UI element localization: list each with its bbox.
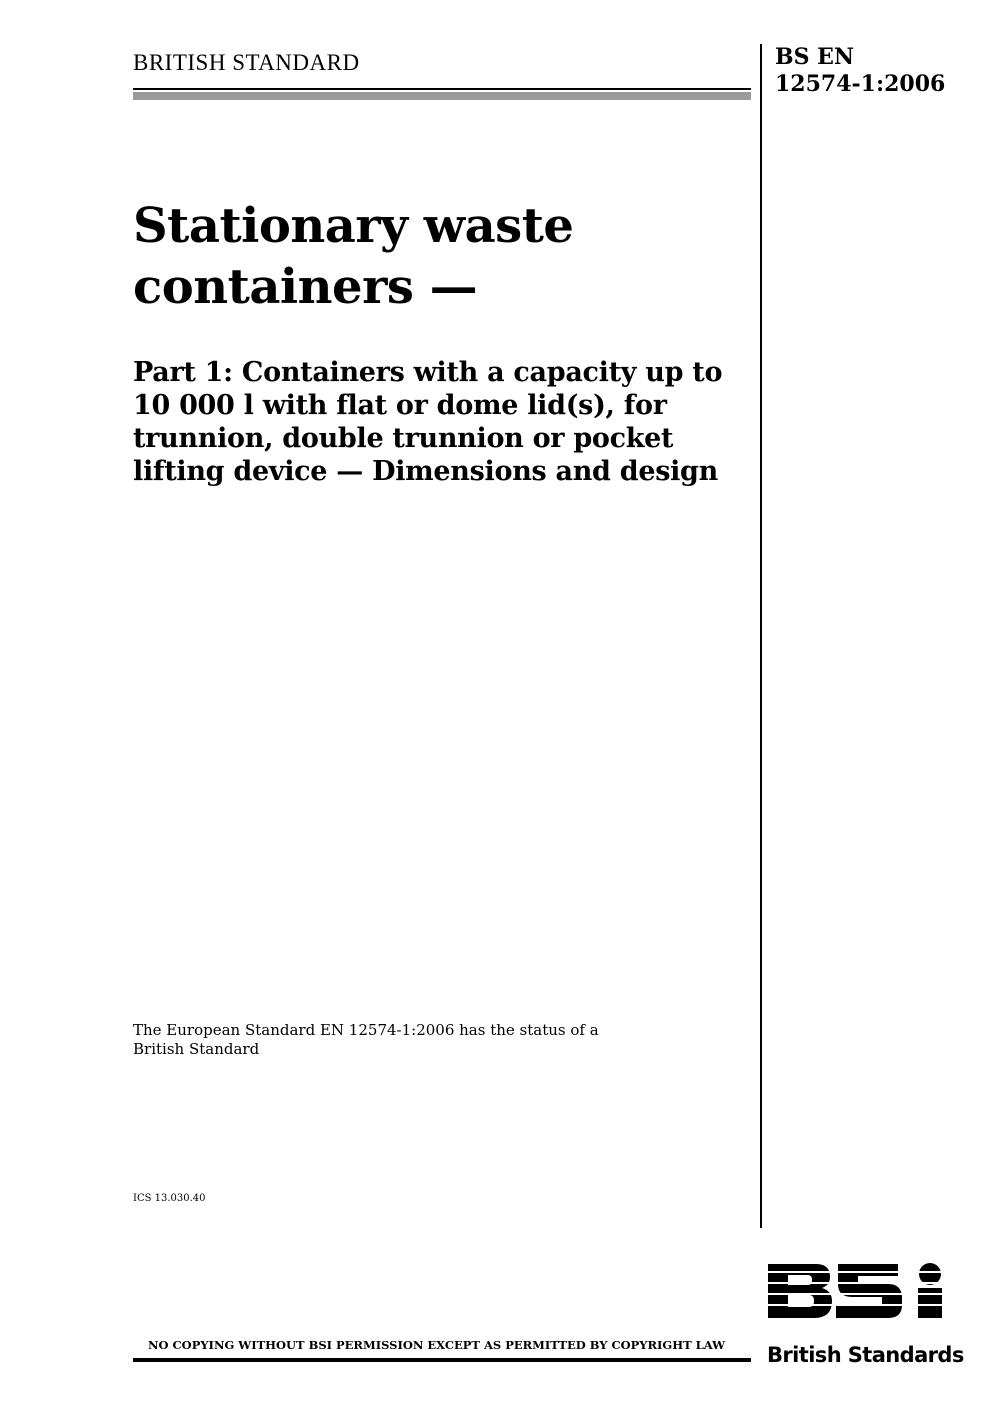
- subtitle-line: 10 000 l with flat or dome lid(s), for: [133, 390, 667, 421]
- document-subtitle: [133, 356, 758, 488]
- copyright-notice: NO COPYING WITHOUT BSI PERMISSION EXCEPT AS PERMITTED BY COPYRIGHT LAW: [148, 1338, 726, 1352]
- header-grey-band: [133, 92, 751, 100]
- status-statement: [133, 1021, 653, 1059]
- document-title: [133, 196, 753, 318]
- footer-rule: [133, 1358, 751, 1362]
- header-rule: [133, 88, 751, 90]
- document-number: [775, 44, 945, 98]
- vertical-divider: [760, 44, 762, 1228]
- document-number-prefix: BS EN: [775, 44, 855, 70]
- document-series-label: BRITISH STANDARD: [133, 50, 360, 75]
- status-line: The European Standard EN 12574-1:2006 has the status of a: [133, 1021, 599, 1039]
- subtitle-line: Part 1: Containers with a capacity up to: [133, 357, 723, 388]
- status-line: British Standard: [133, 1040, 260, 1058]
- ics-code: ICS 13.030.40: [133, 1193, 206, 1204]
- subtitle-line: trunnion, double trunnion or pocket: [133, 423, 674, 454]
- subtitle-line: lifting device — Dimensions and design: [133, 456, 718, 487]
- title-line: containers —: [133, 259, 478, 315]
- document-number-code: 12574-1:2006: [775, 71, 946, 97]
- title-line: Stationary waste: [133, 198, 574, 254]
- bsi-logo-caption: British Standards: [767, 1343, 964, 1367]
